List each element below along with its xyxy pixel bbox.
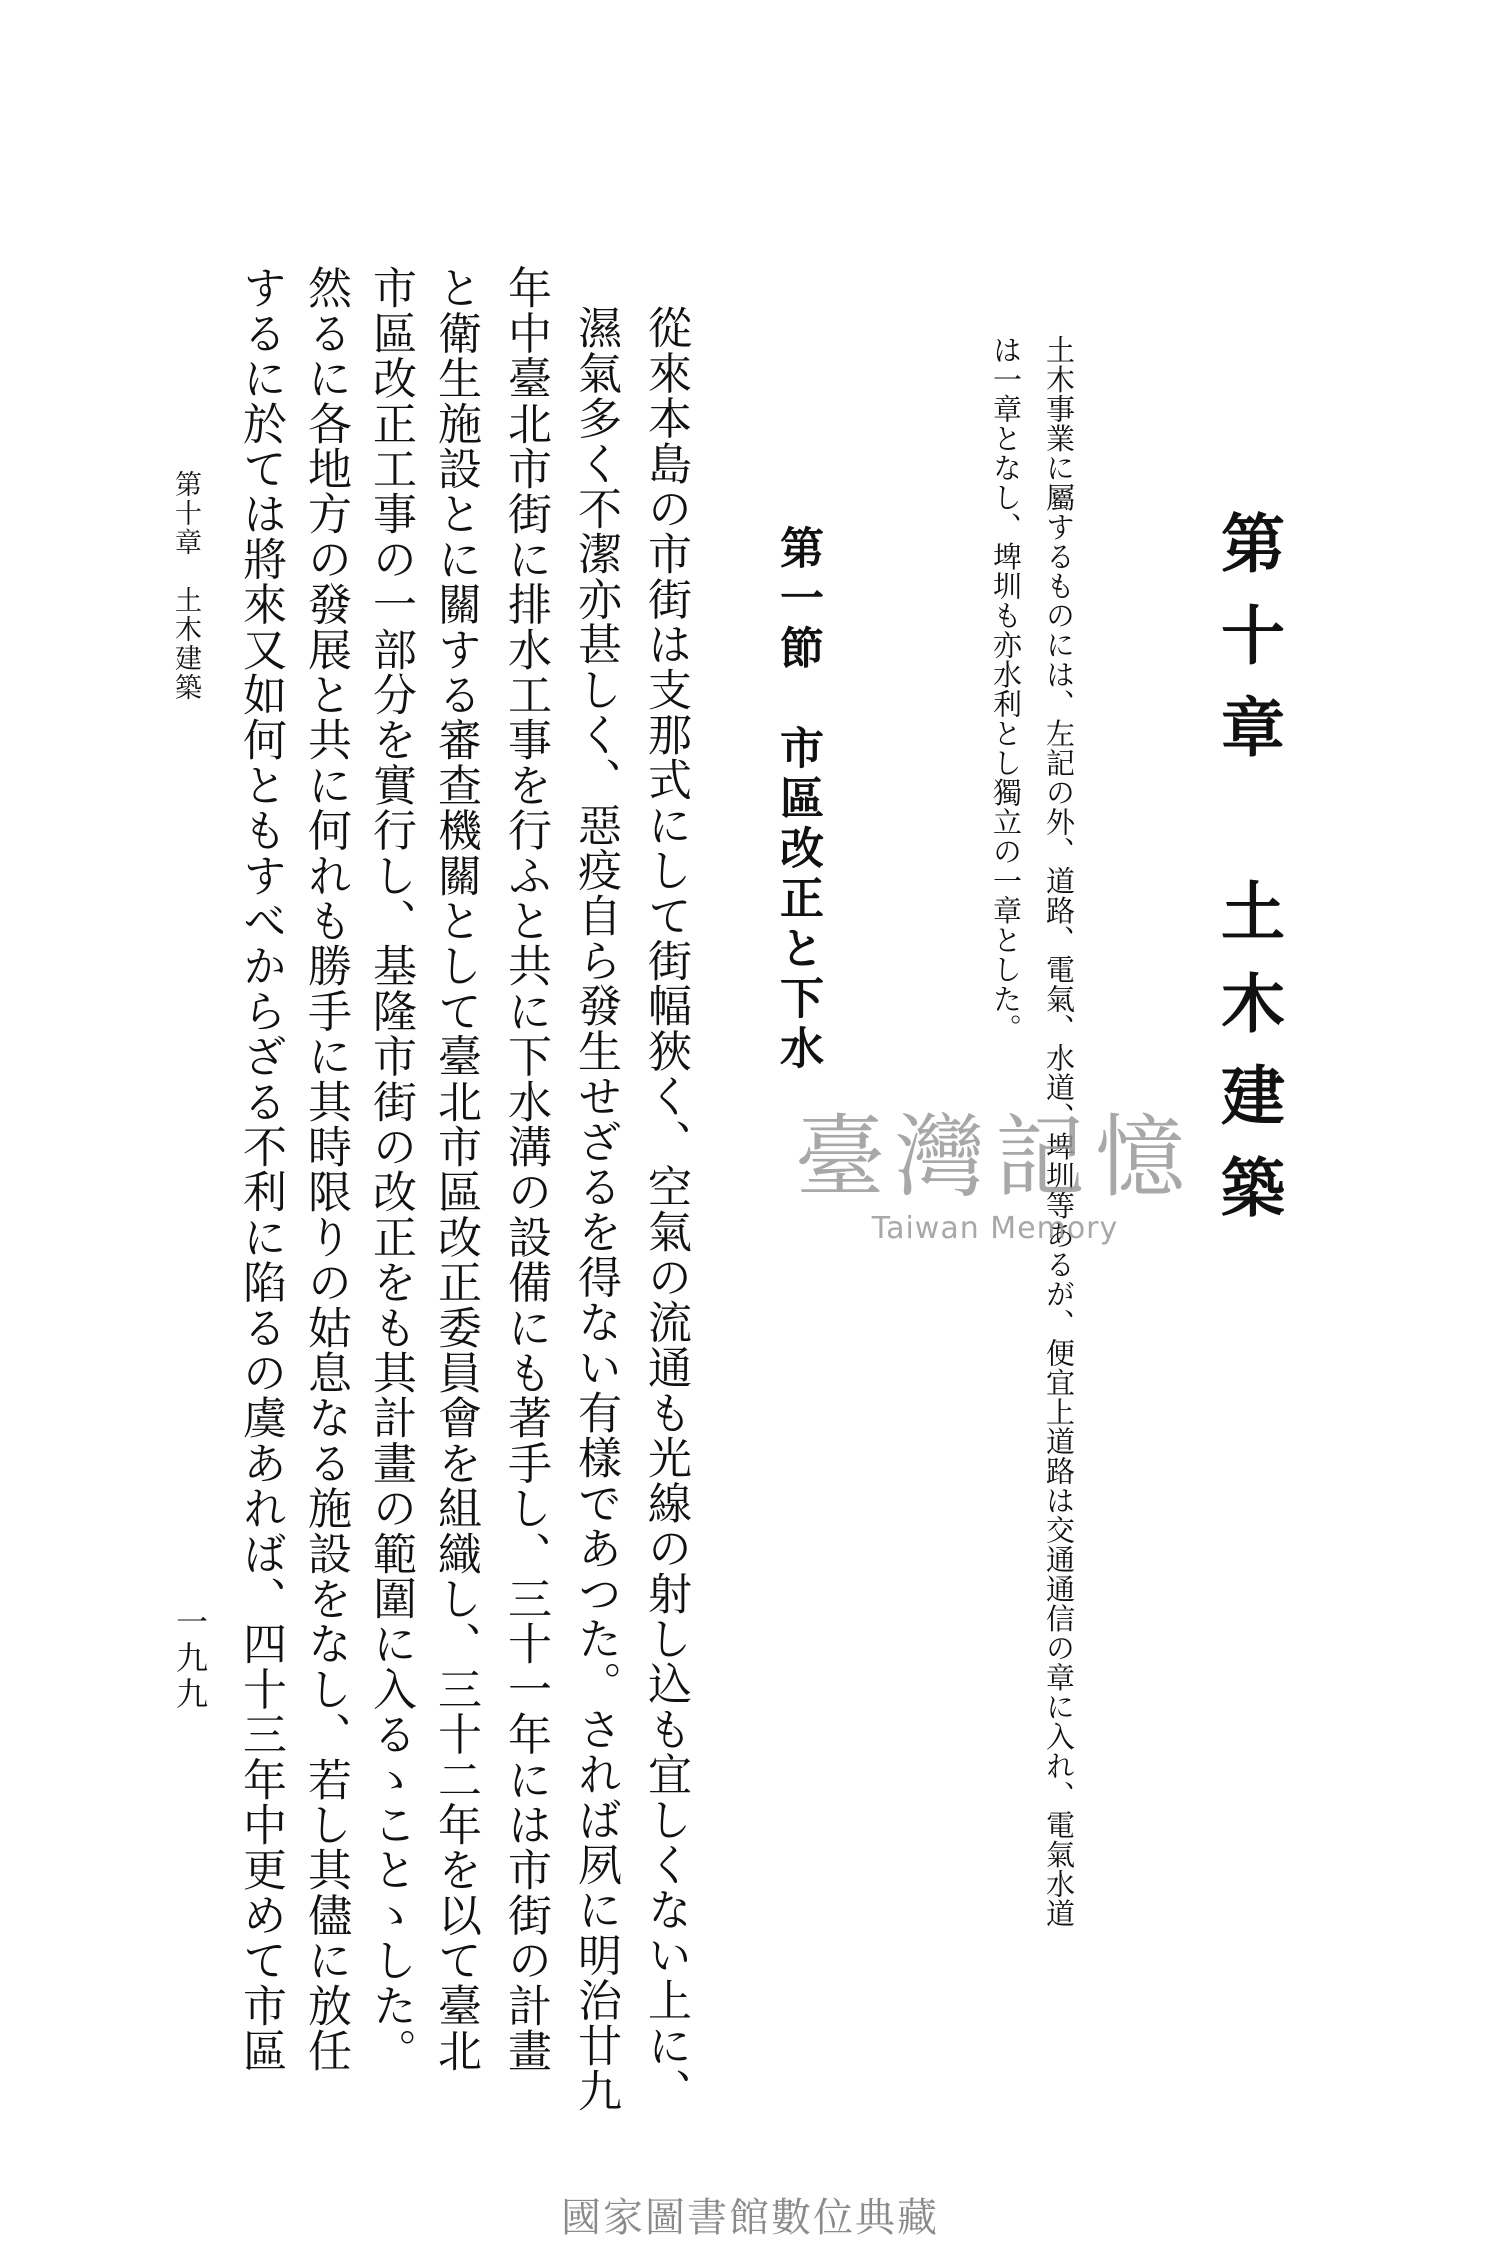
body-text-line: 市區改正工事の一部分を實行し、基隆市街の改正をも其計畫の範圍に入るゝことゝした。 [365, 265, 416, 2073]
body-text-line: するに於ては將來又如何ともすべからざる不利に陷るの虞あれば、四十三年中更めて市區 [235, 265, 286, 2073]
watermark-subtitle: Taiwan Memory [871, 1211, 1119, 1246]
intro-note-line: 土木事業に屬するものには、左記の外、道路、電氣、水道、埤圳等あるが、便宜上道路は交通通信の章に入れ、電氣水道 [1042, 335, 1076, 1928]
body-text-line: 從來本島の市街は支那式にして街幅狹く、空氣の流通も光線の射し込も宜しくない上に、 [640, 305, 691, 2113]
intro-note-line: は一章となし、埤圳も亦水利とし獨立の一章とした。 [989, 335, 1023, 1043]
archive-caption: 國家圖書館數位典藏 [561, 2195, 939, 2241]
body-text-line: 年中臺北市街に排水工事を行ふと共に下水溝の設備にも著手し、三十一年には市街の計畫 [500, 265, 551, 2074]
running-head: 第十章 土木建築 [170, 470, 201, 702]
body-text-line: 然るに各地方の發展と共に何れも勝手に其時限りの姑息なる施設をなし、若し其儘に放任 [300, 265, 351, 2073]
taiwan-memory-watermark [760, 1105, 1230, 1298]
body-text-line: と衛生施設とに關する審查機關として臺北市區改正委員會を組織し、三十二年を以て臺北 [430, 265, 481, 2073]
watermark-logo: 臺灣記憶 [795, 1105, 1195, 1210]
page-number: 一九九 [171, 1605, 209, 1713]
body-text-line: 濕氣多く不潔亦甚しく、惡疫自ら發生せざるを得ない有樣であつた。されば夙に明治廿九 [570, 305, 621, 2113]
section-title: 第一節 市區改正と下水 [772, 525, 823, 1075]
chapter-title: 第十章 土木建築 [1210, 510, 1285, 1246]
